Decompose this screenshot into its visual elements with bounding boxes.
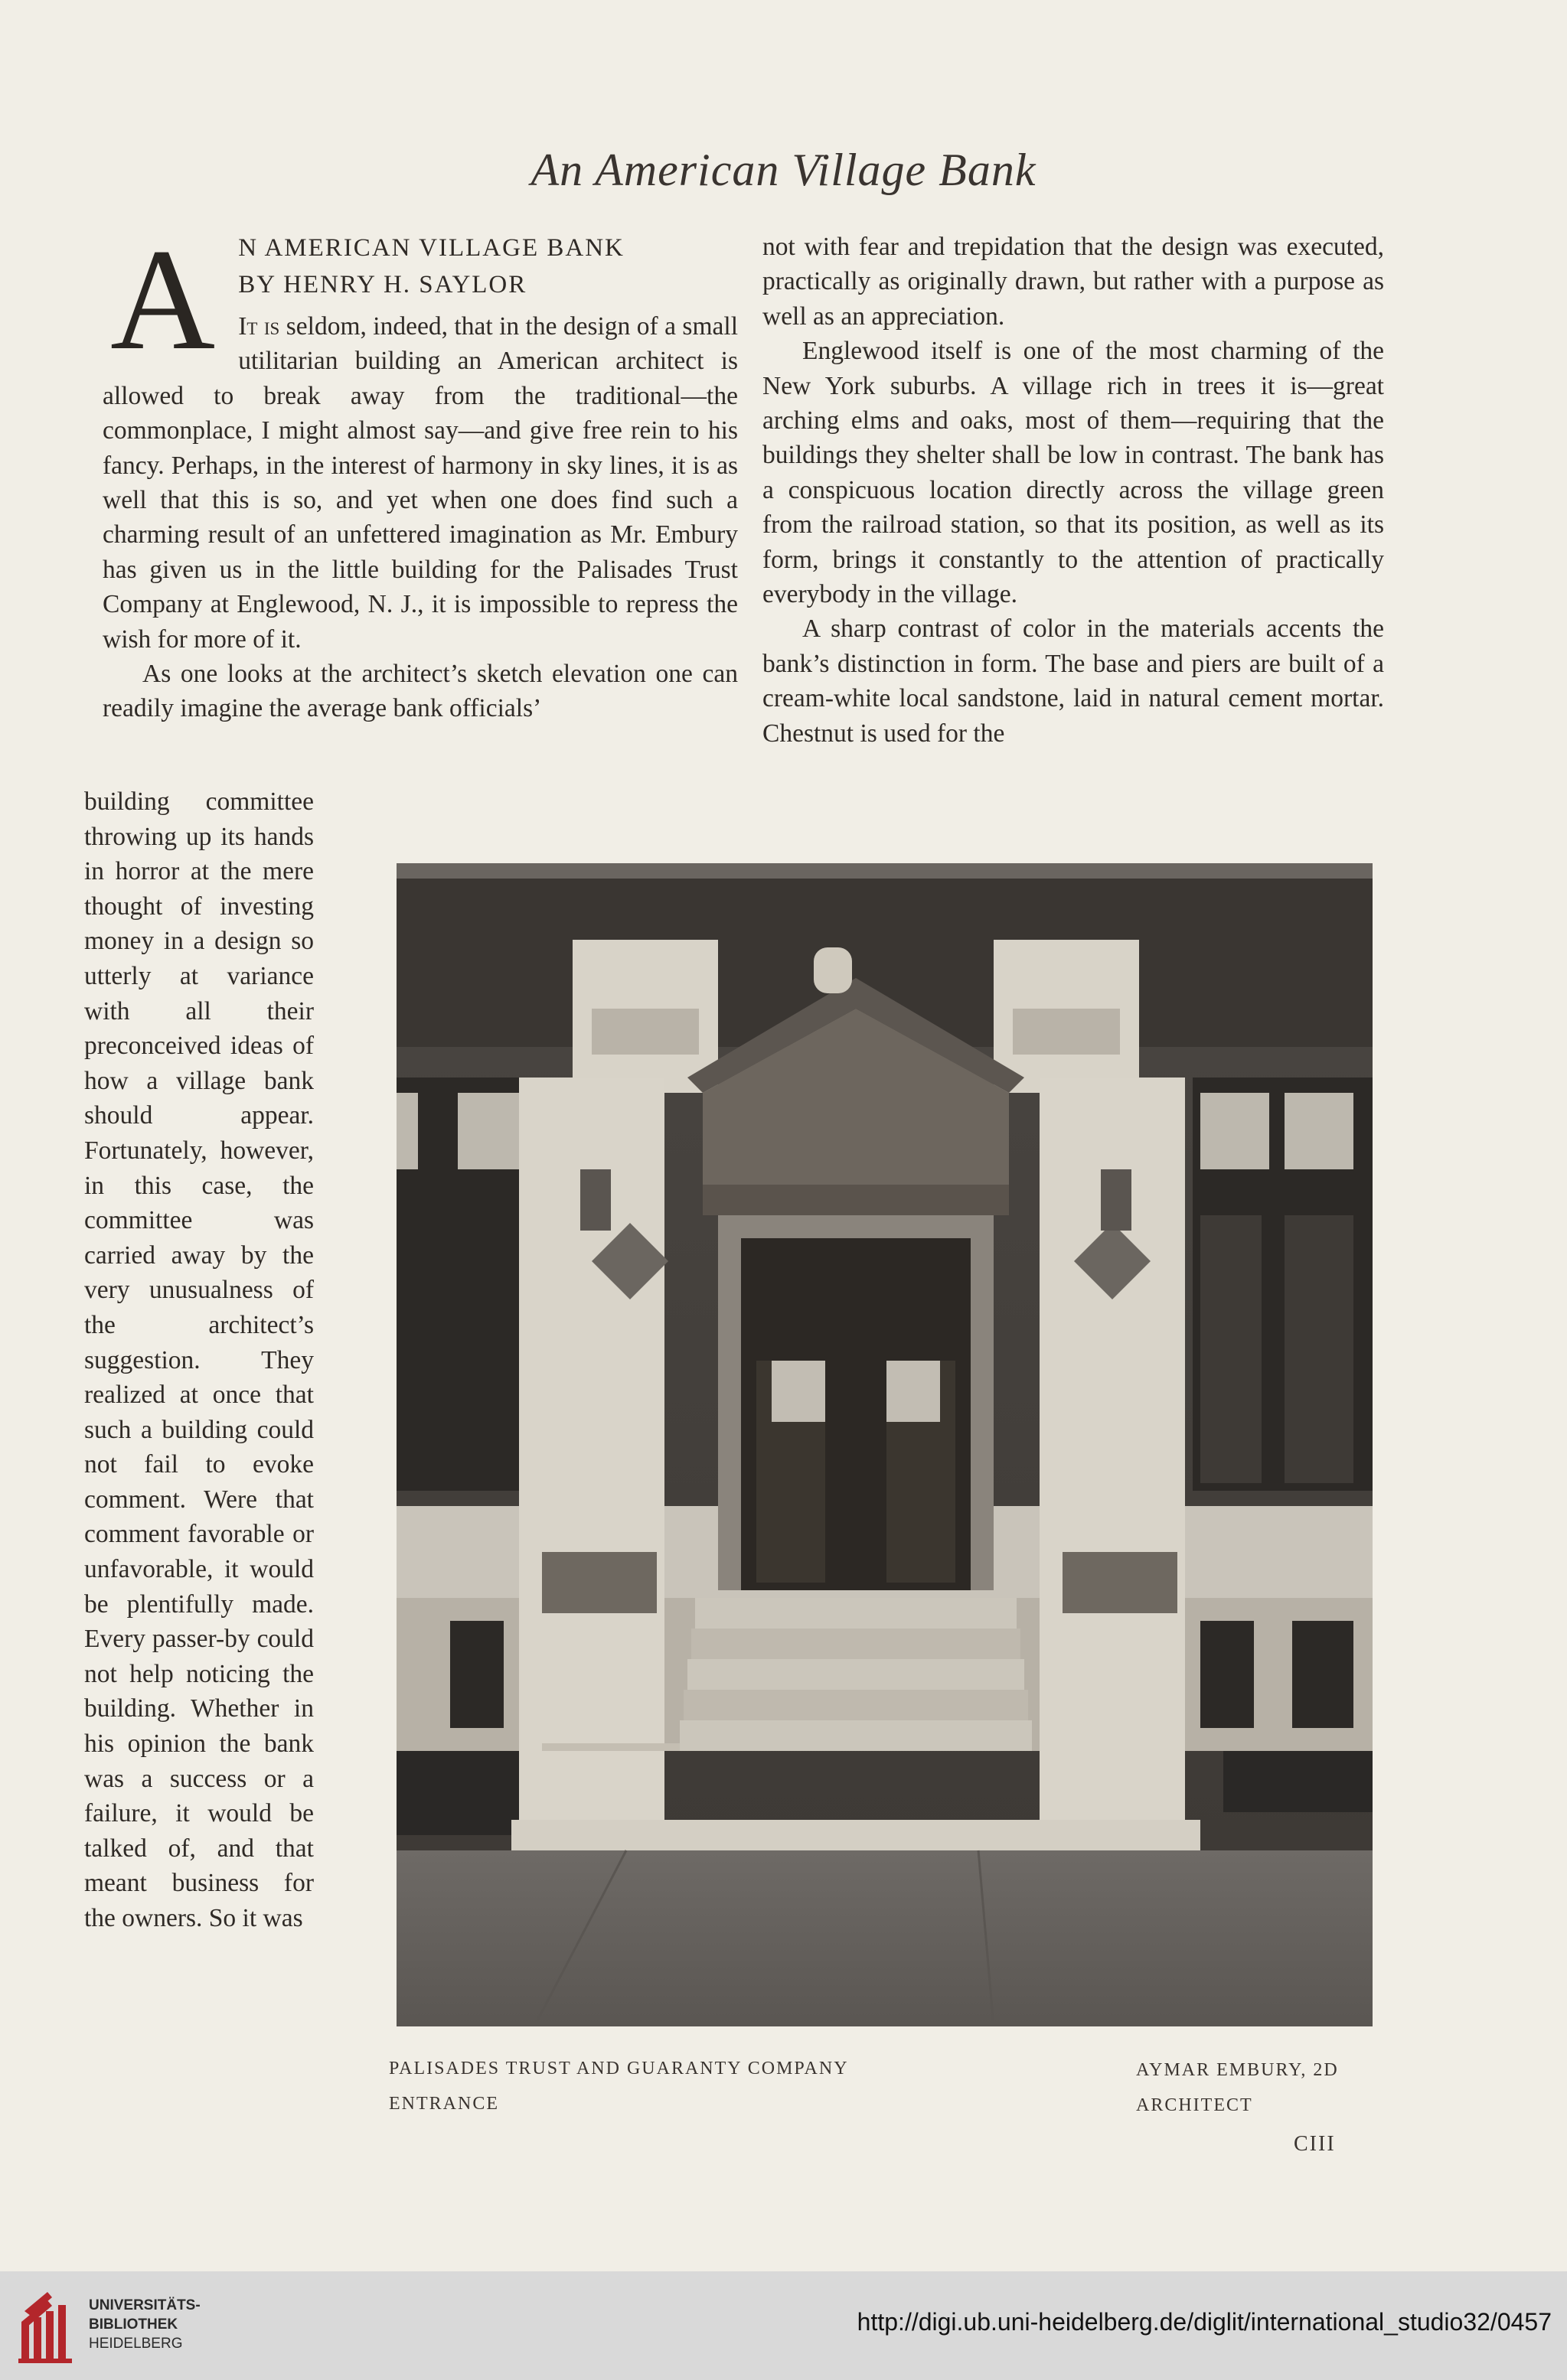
photo-caption-right — [1136, 2052, 1381, 2123]
bank-entrance-photograph — [397, 863, 1373, 2026]
drop-cap: A — [110, 220, 216, 380]
library-logo-icon — [17, 2288, 77, 2365]
caption-role: ARCHITECT — [1136, 2095, 1253, 2115]
article-heading: N AMERICAN VILLAGE BANK — [238, 234, 625, 262]
library-name-line1: UNIVERSITÄTS- — [89, 2297, 201, 2313]
article-byline: BY HENRY H. SAYLOR — [238, 271, 527, 298]
article-narrow-column — [84, 784, 314, 1936]
page-number: CIII — [1294, 2132, 1336, 2156]
caption-architect: AYMAR EMBURY, 2D — [1136, 2060, 1339, 2080]
photo-caption-left — [389, 2051, 925, 2121]
caption-title: PALISADES TRUST AND GUARANTY COMPANY — [389, 2059, 849, 2078]
paragraph-2-continued: building committee throwing up its hands in horror at the mere thought of investing money in a design so utterly at variance with all their preconceived ideas of how a village bank should appear. Fortunately, however, in this case, the committee was carried away by the very unusualness of the architect’s suggestion. They realized at once that such a building could not fail to evoke comment. Were that comment favorable or unfavorable, it would be plentifully made. Every passer-by could not help noticing the building. Whether in his opinion the bank was a success or a failure, it would be talked of, and that meant business for the owners. So it was — [84, 787, 314, 1932]
library-name — [89, 2296, 201, 2353]
footer-bar — [0, 2271, 1567, 2380]
right-paragraph-1: not with fear and trepidation that the design was executed, practically as originally drawn, but rather with a purpose as well as an appreciation. — [762, 233, 1384, 331]
right-paragraph-3: A sharp contrast of color in the materials accents the bank’s distinction in form. The base and piers are built of a cream-white local sandstone, laid in natural cement mortar. Chestnut is used for the — [762, 615, 1384, 748]
library-name-line3: HEIDELBERG — [89, 2336, 183, 2352]
article-right-column — [762, 230, 1384, 751]
right-paragraph-2: Englewood itself is one of the most charming of the New York suburbs. A village rich in trees it is—great arching elms and oaks, most of them—requiring that the buildings they shelter shall be low in contrast. The bank has a conspicuous location directly across the village green from the railroad station, so that its position, as well as its form, brings it constantly to the attention of practically everybody in the village. — [762, 337, 1384, 609]
caption-subtitle: ENTRANCE — [389, 2094, 499, 2114]
source-url-link[interactable]: http://digi.ub.uni-heidelberg.de/diglit/international_studio32/0457 — [857, 2308, 1552, 2336]
article-left-column — [103, 220, 739, 726]
paragraph-1-body: seldom, indeed, that in the design of a small utilitarian building an American architect is allowed to break away from the traditional—the commonplace, I might almost say—and give free rein to his fancy. Perhaps, in the interest of harmony in sky lines, it is as well that this is so, and yet when one does find such a charming result of an unfettered imagination as Mr. Embury has given us in the little building for the Palisades Trust Company at Englewood, N. J., it is impossible to repress the wish for more of it. — [103, 312, 739, 654]
paragraph-1-lead: It is — [238, 312, 280, 341]
library-name-line2: BIBLIOTHEK — [89, 2316, 178, 2333]
paragraph-2-top: As one looks at the architect’s sketch elevation one can readily imagine the average bank officials’ — [103, 660, 738, 723]
running-title: An American Village Bank — [530, 145, 1037, 195]
